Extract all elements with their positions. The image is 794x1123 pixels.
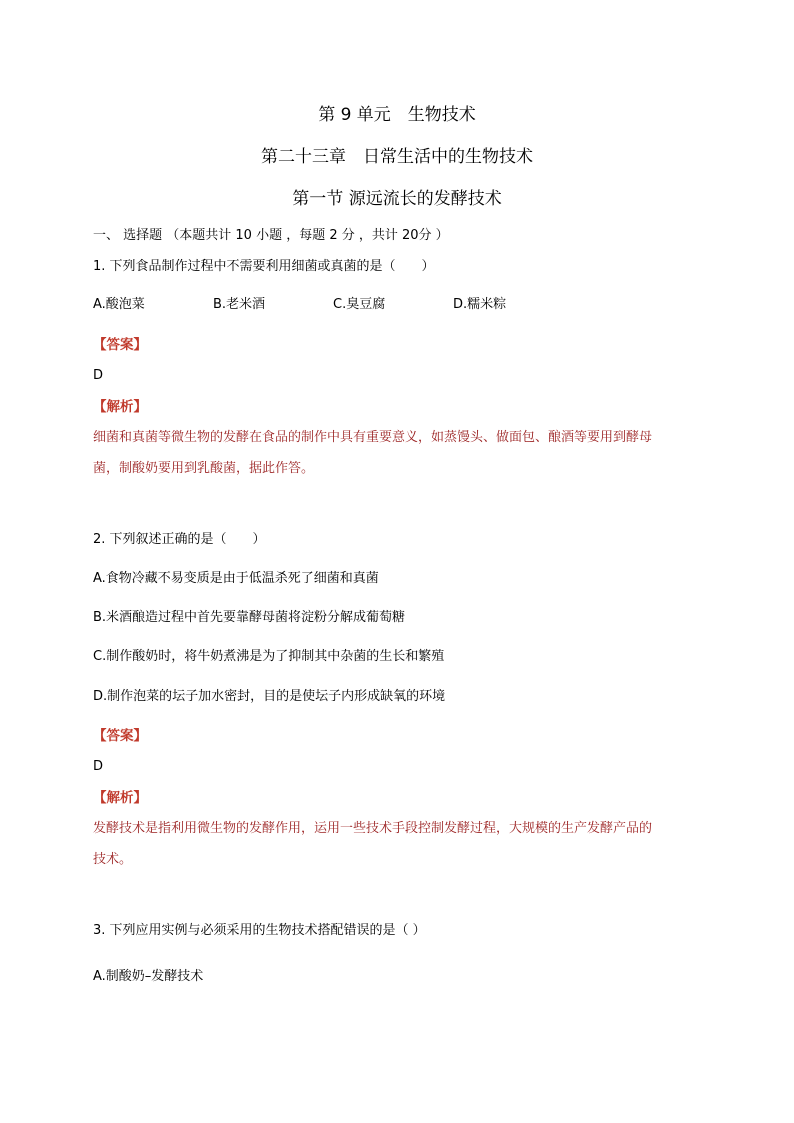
part-heading: 一、 选择题 （本题共计 10 小题 ，每题 2 分 ，共计 20分 ） [93,228,449,243]
question-3-stem: 3. 下列应用实例与必须采用的生物技术搭配错误的是（ ） [93,923,426,938]
question-2-option-a: A.食物冷藏不易变质是由于低温杀死了细菌和真菌 [93,571,379,586]
question-2-stem: 2. 下列叙述正确的是（ ） [93,532,266,547]
question-2-answer: D [93,759,104,774]
question-3-option-a: A.制酸奶–发酵技术 [93,969,204,984]
question-1-answer-label: 【答案】 [93,337,147,353]
question-2-option-b: B.米酒酿造过程中首先要靠酵母菌将淀粉分解成葡萄糖 [93,610,406,625]
question-2-answer-label: 【答案】 [93,728,147,744]
section-title: 第一节 源远流长的发酵技术 [292,189,502,209]
unit-title: 第 9 单元 生物技术 [318,105,476,125]
chapter-title: 第二十三章 日常生活中的生物技术 [261,147,533,167]
question-1-analysis-label: 【解析】 [93,399,147,415]
question-2-analysis-label: 【解析】 [93,790,147,806]
question-2-analysis-line-2: 技术。 [93,852,133,867]
question-1-option-a: A.酸泡菜 [93,297,145,312]
question-1-analysis-line-1: 细菌和真菌等微生物的发酵在食品的制作中具有重要意义，如蒸馒头、做面包、酿酒等要用到酵母 [93,430,653,445]
question-2-analysis-line-1: 发酵技术是指利用微生物的发酵作用，运用一些技术手段控制发酵过程，大规模的生产发酵产品的 [93,821,653,836]
question-1-answer: D [93,368,104,383]
question-1-stem: 1. 下列食品制作过程中不需要利用细菌或真菌的是（ ） [93,259,435,274]
question-1-analysis-line-2: 菌，制酸奶要用到乳酸菌，据此作答。 [93,461,315,476]
question-2-option-d: D.制作泡菜的坛子加水密封，目的是使坛子内形成缺氧的环境 [93,689,446,704]
question-1-option-b: B.老米酒 [213,297,266,312]
question-1-option-d: D.糯米粽 [453,297,507,312]
question-2-option-c: C.制作酸奶时，将牛奶煮沸是为了抑制其中杂菌的生长和繁殖 [93,649,445,664]
question-1-option-c: C.臭豆腐 [333,297,386,312]
